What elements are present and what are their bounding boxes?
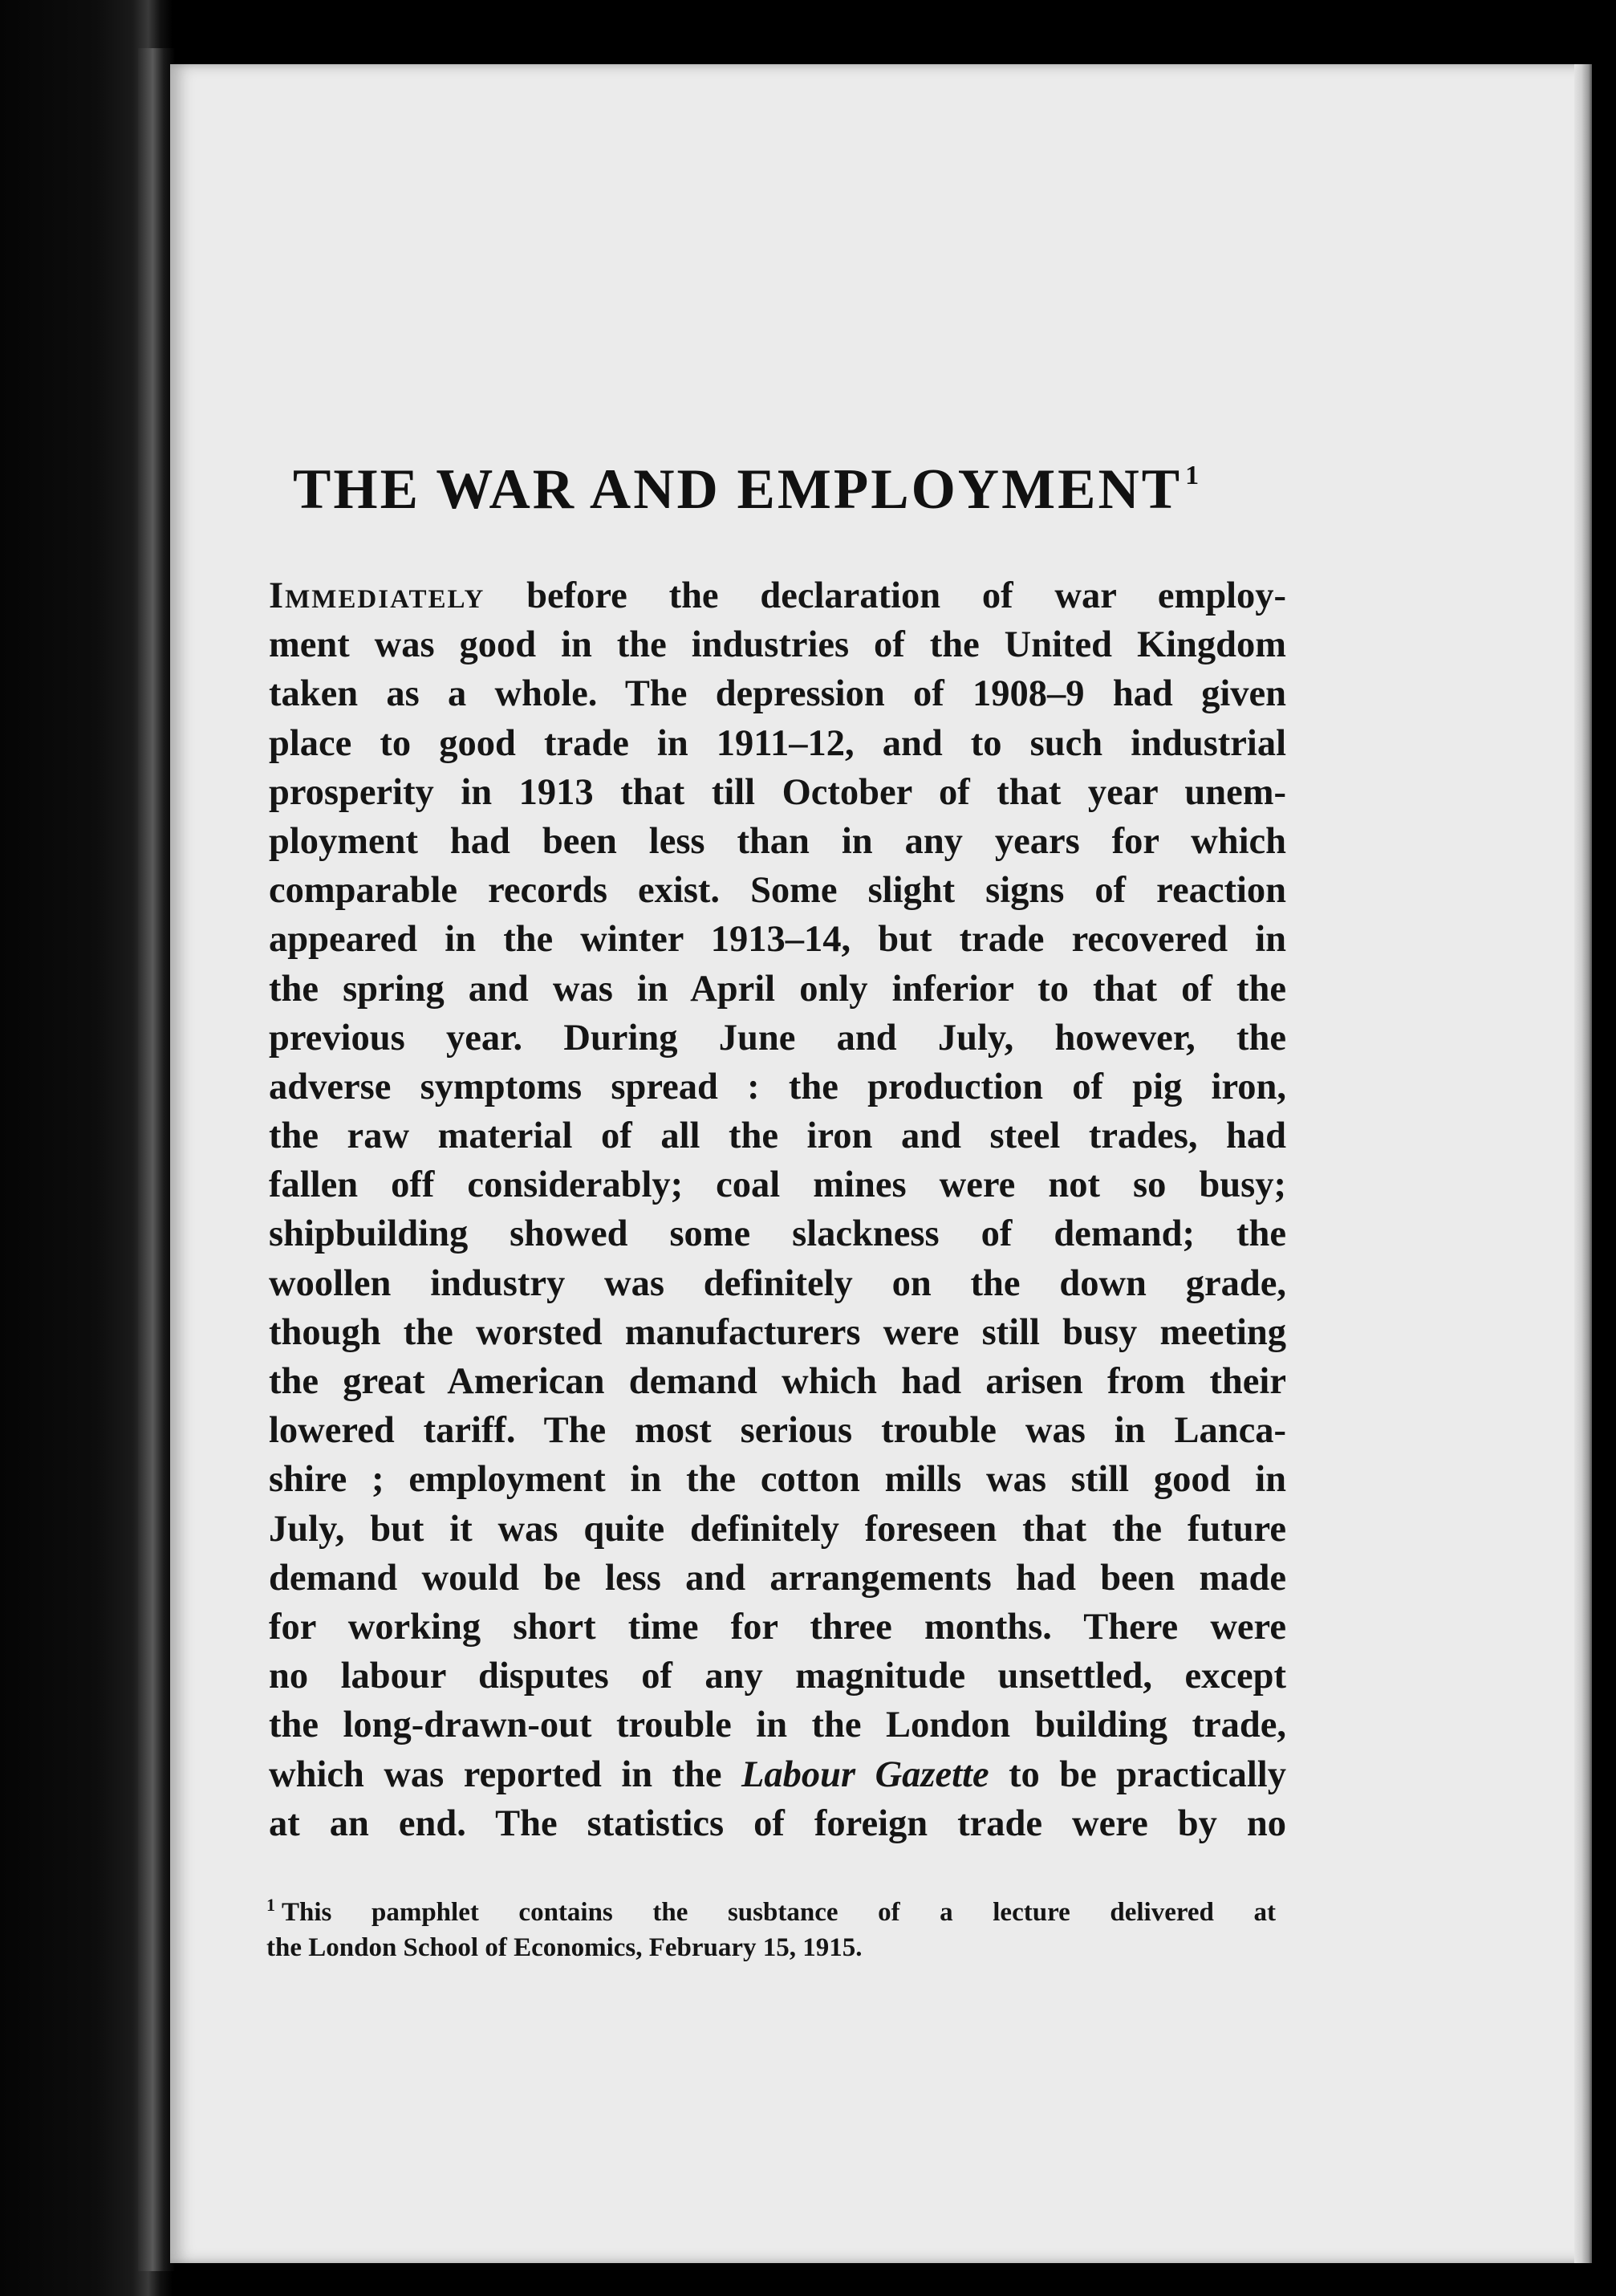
- text-line: woollen industry was definitely on the down grade,: [269, 1262, 1286, 1304]
- publication-title: Labour Gazette: [741, 1753, 989, 1795]
- text-line: comparable records exist. Some slight signs of reaction: [269, 870, 1286, 912]
- text-line: adverse symptoms spread : the production of pig iron,: [269, 1066, 1286, 1107]
- text-line: prosperity in 1913 that till October of that year unem-: [269, 771, 1286, 813]
- text-line: the spring and was in April only inferior to that of the: [269, 968, 1286, 1010]
- footnote-line: $^1$ This pamphlet contains the susbtance of a lecture delivered at: [266, 1895, 1276, 1927]
- text-line: place to good trade in 1911–12, and to such industrial: [269, 722, 1286, 764]
- chapter-title-text: THE WAR AND EMPLOYMENT: [293, 458, 1183, 521]
- text-line: appeared in the winter 1913–14, but trade recovered in: [269, 919, 1286, 961]
- footnote-marker: 1: [266, 1895, 275, 1915]
- text-line: no labour disputes of any magnitude unsettled, except: [269, 1656, 1286, 1697]
- text-line: though the worsted manufacturers were still busy meeting: [269, 1311, 1286, 1353]
- body-paragraph: [269, 571, 1286, 1848]
- title-footnote-marker: 1: [1185, 461, 1202, 490]
- text-line: previous year. During June and July, however, the: [269, 1017, 1286, 1059]
- text-line: ployment had been less than in any years for which: [269, 820, 1286, 862]
- text-line: the raw material of all the iron and steel trades, had: [269, 1115, 1286, 1157]
- text-line: Immediately before the declaration of war employ-: [269, 575, 1286, 616]
- page-edge-shadow: [1574, 64, 1592, 2263]
- text-line: July, but it was quite definitely foreseen that the future: [269, 1508, 1286, 1550]
- text-line: for working short time for three months. There were: [269, 1606, 1286, 1648]
- lead-word: Immediately: [269, 575, 485, 616]
- text-line: at an end. The statistics of foreign trade were by no: [269, 1802, 1286, 1844]
- text-line: shire ; employment in the cotton mills was still good in: [269, 1459, 1286, 1501]
- text-line: ment was good in the industries of the United Kingdom: [269, 624, 1286, 666]
- text-line: shipbuilding showed some slackness of demand; the: [269, 1213, 1286, 1255]
- text-line: fallen off considerably; coal mines were not so busy;: [269, 1164, 1286, 1206]
- text-line: the long-drawn-out trouble in the London building trade,: [269, 1705, 1286, 1746]
- text-line: taken as a whole. The depression of 1908–9 had given: [269, 673, 1286, 715]
- text-line: the great American demand which had arisen from their: [269, 1361, 1286, 1402]
- chapter-title: [293, 457, 1336, 522]
- text-line: demand would be less and arrangements had been made: [269, 1557, 1286, 1599]
- text-line: lowered tariff. The most serious trouble was in Lanca-: [269, 1410, 1286, 1452]
- text-line: which was reported in the Labour Gazette to be practically: [269, 1753, 1286, 1795]
- footnote-line: the London School of Economics, February 15, 1915.: [266, 1933, 863, 1962]
- footnote: [266, 1888, 1276, 1965]
